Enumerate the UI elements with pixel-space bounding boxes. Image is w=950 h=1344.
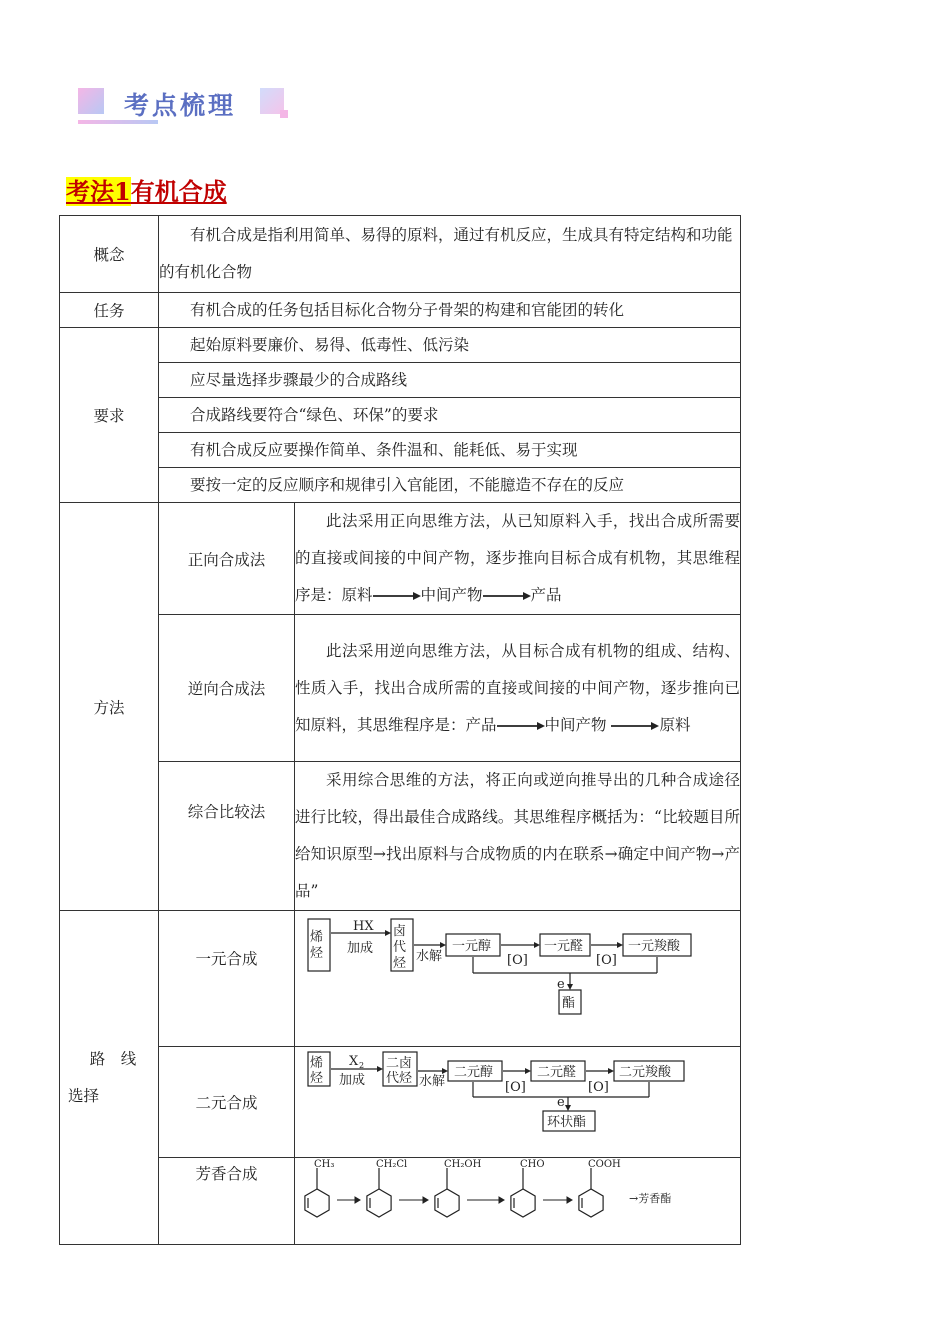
row-label: 方法 [60, 503, 159, 911]
route-name: 一元合成 [159, 911, 295, 1047]
addition-label: 加成 [347, 941, 374, 956]
row-label: 概念 [60, 216, 159, 293]
section-heading [66, 172, 227, 207]
alkene-label-2: 烃 [310, 1071, 324, 1086]
row-label: 要求 [60, 328, 159, 503]
oxidation-label: [O] [507, 953, 528, 968]
requirement-item: 应尽量选择步骤最少的合成路线 [159, 363, 741, 398]
requirement-item: 有机合成反应要操作简单、条件温和、能耗低、易于实现 [159, 433, 741, 468]
long-arrow-icon [497, 721, 545, 731]
reagent-label: HX [353, 919, 374, 934]
alkene-label-1: 烯 [310, 930, 324, 945]
oxidation-label: [O] [596, 953, 617, 968]
requirement-item: 合成路线要符合“绿色、环保”的要求 [159, 398, 741, 433]
concept-text: 有机合成是指利用简单、易得的原料，通过有机反应，生成具有特定结构和功能的有机化合物 [159, 216, 741, 293]
aromatic-route-diagram-cell [295, 1158, 741, 1245]
halide-label-2: 代烃 [386, 1071, 413, 1086]
table-row [60, 433, 741, 468]
intermediate-label: 中间产物 [420, 586, 483, 604]
table-row [60, 911, 741, 1047]
acid-label: 一元羧酸 [628, 939, 681, 954]
table-row [60, 615, 741, 762]
requirement-item: 起始原料要廉价、易得、低毒性、低污染 [159, 328, 741, 363]
method-name: 综合比较法 [159, 762, 295, 911]
table-row [60, 503, 741, 615]
raw-material-label: 原料 [659, 715, 691, 734]
aromatic-ester-label: →芳香酯 [629, 1192, 672, 1205]
arrowhead-icon [567, 1197, 572, 1203]
route-label-part: 路 线 [89, 1049, 137, 1068]
requirement-item: 要按一定的反应顺序和规律引入官能团，不能臆造不存在的反应 [159, 468, 741, 503]
table-row [60, 216, 741, 293]
e-label: e [557, 1095, 565, 1110]
table-row [60, 293, 741, 328]
table-row [60, 1158, 741, 1245]
substituent-group-label: CH₂OH [444, 1159, 482, 1170]
addition-label: 加成 [339, 1073, 366, 1088]
product-label: 产品 [530, 586, 562, 604]
aldehyde-label: 一元醛 [544, 939, 584, 954]
route-name: 芳香合成 [159, 1158, 295, 1245]
method-name: 逆向合成法 [159, 615, 295, 762]
aldehyde-label: 二元醛 [537, 1065, 577, 1080]
long-arrow-icon [483, 591, 531, 601]
method-description: 此法采用正向思维方法，从已知原料入手，找出合成所需要的直接或间接的中间产物，逐步推向目标合成有机物，其思维程序是：原料 [295, 512, 741, 604]
oxidation-label: [O] [588, 1080, 609, 1095]
alkene-label-2: 烃 [310, 946, 324, 961]
reverse-method-text [295, 615, 741, 762]
substituent-group-label: CH₂Cl [376, 1159, 408, 1170]
alcohol-label: 二元醇 [454, 1065, 494, 1080]
e-label: e [557, 977, 565, 992]
banner-decoration-dot [280, 110, 288, 118]
reagent-label: X [349, 1054, 359, 1069]
long-arrow-icon [611, 721, 659, 731]
acid-label: 二元羧酸 [619, 1065, 672, 1080]
di-synthesis-diagram [295, 1047, 741, 1157]
banner-decoration-square [78, 88, 104, 114]
table-row [60, 363, 741, 398]
route-label-part: 选择 [68, 1086, 100, 1105]
arrowhead-icon [355, 1197, 360, 1203]
ester-label: 环状酯 [547, 1115, 587, 1130]
alcohol-label: 一元醇 [452, 939, 492, 954]
task-text: 有机合成的任务包括目标化合物分子骨架的构建和官能团的转化 [159, 293, 741, 328]
halide-label-3: 烃 [393, 956, 407, 971]
ester-label: 酯 [562, 996, 576, 1011]
mono-synthesis-diagram [295, 911, 741, 1046]
arrowhead-icon [423, 1197, 428, 1203]
intermediate-label: 中间产物 [544, 715, 607, 734]
banner-title: 考点梳理 [124, 91, 237, 120]
halide-label-2: 代 [393, 940, 407, 955]
heading-prefix: 考法1 [66, 177, 131, 206]
combined-method-text: 采用综合思维的方法，将正向或逆向推导出的几种合成途径进行比较，得出最佳合成路线。其思维程序概括为：“比较题目所给知识原型→找出原料与合成物质的内在联系→确定中间产物→产品” [295, 762, 741, 911]
di-route-diagram-cell [295, 1047, 741, 1158]
forward-method-text [295, 503, 741, 615]
hydrolysis-label: 水解 [419, 1074, 446, 1089]
method-name: 正向合成法 [159, 503, 295, 615]
substituent-group-label: CH₃ [314, 1159, 335, 1170]
row-label: 任务 [60, 293, 159, 328]
aromatic-synthesis-diagram [295, 1158, 741, 1244]
section-banner [74, 84, 304, 130]
arrowhead-icon [499, 1197, 504, 1203]
table-row [60, 762, 741, 911]
reagent-subscript: 2 [359, 1061, 365, 1070]
table-row [60, 468, 741, 503]
table-row [60, 398, 741, 433]
oxidation-label: [O] [505, 1080, 526, 1095]
synthesis-table [59, 215, 741, 1245]
substituent-group-label: CHO [520, 1159, 545, 1170]
substituent-group-label: COOH [588, 1159, 621, 1170]
mono-route-diagram-cell [295, 911, 741, 1047]
route-name: 二元合成 [159, 1047, 295, 1158]
route-selection-label [60, 911, 159, 1245]
halide-label-1: 卤 [393, 924, 407, 939]
hydrolysis-label: 水解 [416, 949, 443, 964]
heading-title: 有机合成 [130, 177, 227, 206]
halide-label-1: 二卤 [386, 1056, 413, 1071]
method-description: 此法采用逆向思维方法，从目标合成有机物的组成、结构、性质入手，找出合成所需的直接或间接的中间产物，逐步推向已知原料，其思维程序是：产品 [295, 641, 741, 734]
table-row [60, 328, 741, 363]
table-row [60, 1047, 741, 1158]
alkene-label-1: 烯 [310, 1056, 324, 1071]
long-arrow-icon [373, 591, 421, 601]
